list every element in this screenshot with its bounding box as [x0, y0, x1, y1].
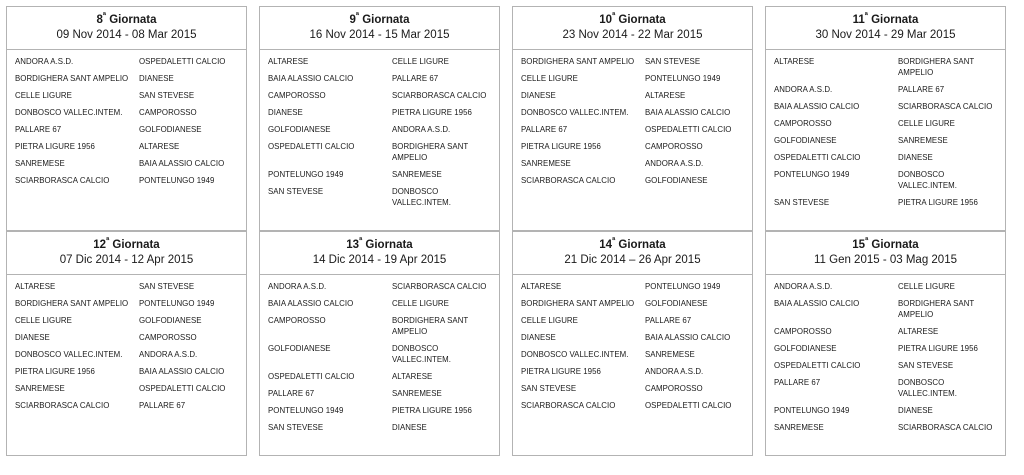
home-team: SAN STEVESE [268, 187, 324, 196]
away-team: OSPEDALETTI CALCIO [139, 57, 226, 66]
home-team: OSPEDALETTI CALCIO [774, 361, 861, 370]
away-team: ANDORA A.S.D. [392, 125, 451, 134]
matchday-dates: 30 Nov 2014 - 29 Mar 2015 [815, 29, 956, 41]
home-team: PONTELUNGO 1949 [268, 170, 344, 179]
fixture-row [7, 400, 246, 411]
away-team: ALTARESE [645, 91, 686, 100]
fixture-row [7, 73, 246, 84]
matchday-dates: 16 Nov 2014 - 15 Mar 2015 [309, 29, 450, 41]
home-team: PONTELUNGO 1949 [268, 406, 344, 415]
fixture-row [513, 349, 752, 360]
matchday-number: 14 [599, 239, 613, 251]
home-team: SAN STEVESE [521, 384, 577, 393]
away-team: PIETRA LIGURE 1956 [392, 108, 472, 117]
away-team: ALTARESE [139, 142, 180, 151]
away-team: CAMPOROSSO [645, 384, 703, 393]
fixture-row [260, 169, 499, 180]
matchday-header [513, 232, 752, 275]
away-team: ANDORA A.S.D. [139, 350, 198, 359]
home-team: DIANESE [15, 333, 50, 342]
fixture-row [260, 107, 499, 118]
matchday-word: Giornata [112, 239, 160, 251]
away-team: DONBOSCO VALLEC.INTEM. [392, 344, 452, 364]
away-team: GOLFODIANESE [139, 125, 202, 134]
ordinal-suffix: ª [359, 235, 363, 246]
matchday-title [264, 10, 495, 28]
home-team: SCIARBORASCA CALCIO [15, 176, 110, 185]
home-team: BORDIGHERA SANT AMPELIO [15, 74, 129, 83]
away-team: BORDIGHERA SANT AMPELIO [392, 142, 469, 162]
matchday-number: 12 [93, 239, 107, 251]
matchday-card [6, 6, 247, 231]
ordinal-suffix: ª [865, 235, 869, 246]
home-team: CELLE LIGURE [15, 316, 72, 325]
matchday-header [7, 7, 246, 50]
fixture-row [7, 175, 246, 186]
home-team: DONBOSCO VALLEC.INTEM. [15, 350, 123, 359]
fixture-row [260, 141, 499, 163]
away-team: GOLFODIANESE [645, 176, 708, 185]
fixture-row [766, 298, 1005, 320]
matchday-word: Giornata [109, 14, 157, 26]
matchday-header [766, 7, 1005, 50]
fixture-row [513, 158, 752, 169]
matchday-word: Giornata [618, 239, 666, 251]
fixture-row [766, 360, 1005, 371]
away-team: SCIARBORASCA CALCIO [392, 91, 487, 100]
home-team: SCIARBORASCA CALCIO [15, 401, 110, 410]
away-team: PALLARE 67 [392, 74, 439, 83]
home-team: GOLFODIANESE [268, 125, 331, 134]
fixture-row [260, 281, 499, 292]
fixture-row [7, 298, 246, 309]
ordinal-suffix: ª [612, 10, 616, 21]
ordinal-suffix: ª [355, 10, 360, 21]
fixture-row [766, 135, 1005, 146]
fixture-row [766, 118, 1005, 129]
fixture-row [766, 422, 1005, 433]
matchday-number: 8 [96, 14, 103, 26]
home-team: CELLE LIGURE [521, 74, 578, 83]
fixture-row [766, 152, 1005, 163]
matchday-header [260, 7, 499, 50]
away-team: PALLARE 67 [898, 85, 945, 94]
fixture-row [766, 326, 1005, 337]
away-team: GOLFODIANESE [139, 316, 202, 325]
fixture-row [766, 56, 1005, 78]
fixture-row [260, 73, 499, 84]
away-team: ALTARESE [392, 372, 433, 381]
away-team: PIETRA LIGURE 1956 [898, 198, 978, 207]
home-team: DONBOSCO VALLEC.INTEM. [521, 108, 629, 117]
home-team: OSPEDALETTI CALCIO [268, 142, 355, 151]
home-team: PALLARE 67 [521, 125, 568, 134]
home-team: PALLARE 67 [774, 378, 821, 387]
fixture-row [7, 56, 246, 67]
away-team: DONBOSCO VALLEC.INTEM. [898, 170, 958, 190]
away-team: PONTELUNGO 1949 [645, 74, 721, 83]
home-team: BAIA ALASSIO CALCIO [774, 299, 860, 308]
fixture-row [766, 84, 1005, 95]
matchday-title [517, 10, 748, 28]
fixture-row [513, 281, 752, 292]
fixture-list [766, 275, 1005, 455]
away-team: CELLE LIGURE [392, 57, 449, 66]
home-team: SANREMESE [774, 423, 824, 432]
matchday-card [765, 231, 1006, 456]
home-team: SAN STEVESE [268, 423, 324, 432]
home-team: ANDORA A.S.D. [774, 85, 833, 94]
home-team: CAMPOROSSO [774, 327, 832, 336]
fixture-row [513, 332, 752, 343]
away-team: PONTELUNGO 1949 [139, 299, 215, 308]
matchday-dates: 07 Dic 2014 - 12 Apr 2015 [59, 254, 194, 266]
fixture-list [260, 275, 499, 455]
fixture-row [7, 315, 246, 326]
away-team: SANREMESE [392, 170, 442, 179]
home-team: CAMPOROSSO [268, 91, 326, 100]
matchday-header [766, 232, 1005, 275]
away-team: SAN STEVESE [645, 57, 701, 66]
fixture-row [513, 107, 752, 118]
home-team: PIETRA LIGURE 1956 [521, 367, 601, 376]
matchday-word: Giornata [871, 14, 919, 26]
fixture-row [260, 315, 499, 337]
matchday-title [770, 10, 1001, 28]
home-team: PIETRA LIGURE 1956 [15, 142, 95, 151]
matchday-title [11, 235, 242, 253]
matchday-card [765, 6, 1006, 231]
home-team: BAIA ALASSIO CALCIO [774, 102, 860, 111]
home-team: GOLFODIANESE [774, 136, 837, 145]
fixture-row [260, 90, 499, 101]
fixture-list [513, 275, 752, 455]
matchday-card [259, 6, 500, 231]
fixture-row [513, 366, 752, 377]
fixture-row [260, 56, 499, 67]
matchday-word: Giornata [362, 14, 410, 26]
fixture-row [260, 405, 499, 416]
away-team: CELLE LIGURE [392, 299, 449, 308]
home-team: GOLFODIANESE [774, 344, 837, 353]
away-team: DONBOSCO VALLEC.INTEM. [392, 187, 452, 207]
away-team: GOLFODIANESE [645, 299, 708, 308]
matchday-number: 15 [852, 239, 866, 251]
fixture-row [766, 405, 1005, 416]
matchday-title [770, 235, 1001, 253]
ordinal-suffix: ª [864, 10, 868, 21]
away-team: CAMPOROSSO [645, 142, 703, 151]
matchday-dates: 23 Nov 2014 - 22 Mar 2015 [562, 29, 703, 41]
fixture-row [7, 281, 246, 292]
home-team: PALLARE 67 [15, 125, 62, 134]
home-team: PALLARE 67 [268, 389, 315, 398]
matchday-card [6, 231, 247, 456]
fixture-row [260, 343, 499, 365]
home-team: OSPEDALETTI CALCIO [774, 153, 861, 162]
home-team: CAMPOROSSO [774, 119, 832, 128]
fixture-row [766, 197, 1005, 208]
fixture-row [513, 141, 752, 152]
away-team: BAIA ALASSIO CALCIO [645, 333, 731, 342]
home-team: ANDORA A.S.D. [268, 282, 327, 291]
fixture-row [7, 107, 246, 118]
home-team: PONTELUNGO 1949 [774, 170, 850, 179]
away-team: OSPEDALETTI CALCIO [645, 125, 732, 134]
fixture-row [513, 383, 752, 394]
home-team: SCIARBORASCA CALCIO [521, 176, 616, 185]
matchday-title [264, 235, 495, 253]
home-team: PIETRA LIGURE 1956 [15, 367, 95, 376]
fixture-row [7, 158, 246, 169]
away-team: BORDIGHERA SANT AMPELIO [898, 299, 975, 319]
home-team: BORDIGHERA SANT AMPELIO [521, 57, 635, 66]
away-team: SCIARBORASCA CALCIO [898, 102, 993, 111]
ordinal-suffix: ª [612, 235, 616, 246]
home-team: ANDORA A.S.D. [774, 282, 833, 291]
home-team: DONBOSCO VALLEC.INTEM. [15, 108, 123, 117]
home-team: SAN STEVESE [774, 198, 830, 207]
away-team: PONTELUNGO 1949 [645, 282, 721, 291]
away-team: SCIARBORASCA CALCIO [898, 423, 993, 432]
away-team: SAN STEVESE [139, 91, 195, 100]
fixture-row [260, 186, 499, 208]
fixture-list [7, 275, 246, 455]
away-team: CELLE LIGURE [898, 119, 955, 128]
matchday-dates: 09 Nov 2014 - 08 Mar 2015 [56, 29, 197, 41]
matchday-card [259, 231, 500, 456]
away-team: CELLE LIGURE [898, 282, 955, 291]
home-team: DIANESE [268, 108, 303, 117]
away-team: BAIA ALASSIO CALCIO [139, 159, 225, 168]
home-team: BAIA ALASSIO CALCIO [268, 74, 354, 83]
fixture-list [513, 50, 752, 230]
away-team: BORDIGHERA SANT AMPELIO [392, 316, 469, 336]
matchday-dates: 11 Gen 2015 - 03 Mag 2015 [813, 254, 957, 266]
fixture-row [766, 343, 1005, 354]
away-team: DONBOSCO VALLEC.INTEM. [898, 378, 958, 398]
away-team: SANREMESE [898, 136, 948, 145]
home-team: CAMPOROSSO [268, 316, 326, 325]
away-team: PIETRA LIGURE 1956 [392, 406, 472, 415]
away-team: PALLARE 67 [139, 401, 186, 410]
away-team: OSPEDALETTI CALCIO [139, 384, 226, 393]
matchday-number: 13 [346, 239, 360, 251]
fixture-row [766, 169, 1005, 191]
matchday-title [11, 10, 242, 28]
away-team: SCIARBORASCA CALCIO [392, 282, 487, 291]
home-team: PONTELUNGO 1949 [774, 406, 850, 415]
fixture-row [513, 73, 752, 84]
home-team: ALTARESE [521, 282, 562, 291]
away-team: BAIA ALASSIO CALCIO [139, 367, 225, 376]
away-team: DIANESE [898, 406, 933, 415]
away-team: CAMPOROSSO [139, 108, 197, 117]
home-team: OSPEDALETTI CALCIO [268, 372, 355, 381]
away-team: ALTARESE [898, 327, 939, 336]
home-team: BORDIGHERA SANT AMPELIO [521, 299, 635, 308]
away-team: DIANESE [898, 153, 933, 162]
fixture-row [766, 101, 1005, 112]
fixture-row [513, 400, 752, 411]
fixture-row [7, 349, 246, 360]
home-team: SANREMESE [521, 159, 571, 168]
fixture-row [7, 383, 246, 394]
fixture-row [7, 332, 246, 343]
fixture-row [513, 56, 752, 67]
away-team: ANDORA A.S.D. [645, 159, 704, 168]
home-team: DIANESE [521, 333, 556, 342]
home-team: PIETRA LIGURE 1956 [521, 142, 601, 151]
away-team: DIANESE [139, 74, 174, 83]
fixture-row [513, 124, 752, 135]
home-team: DONBOSCO VALLEC.INTEM. [521, 350, 629, 359]
matchday-number: 11 [852, 14, 865, 26]
fixture-row [260, 388, 499, 399]
fixture-row [7, 141, 246, 152]
fixture-row [513, 315, 752, 326]
away-team: ANDORA A.S.D. [645, 367, 704, 376]
home-team: ALTARESE [268, 57, 309, 66]
matchday-dates: 14 Dic 2014 - 19 Apr 2015 [312, 254, 447, 266]
away-team: SANREMESE [392, 389, 442, 398]
home-team: CELLE LIGURE [521, 316, 578, 325]
away-team: SAN STEVESE [898, 361, 954, 370]
matchday-word: Giornata [618, 14, 666, 26]
fixture-row [7, 90, 246, 101]
fixture-row [260, 371, 499, 382]
home-team: CELLE LIGURE [15, 91, 72, 100]
home-team: ALTARESE [774, 57, 815, 66]
away-team: PALLARE 67 [645, 316, 692, 325]
fixture-row [260, 422, 499, 433]
fixture-list [260, 50, 499, 230]
home-team: DIANESE [521, 91, 556, 100]
matchday-card [512, 6, 753, 231]
fixture-row [7, 124, 246, 135]
matchday-header [260, 232, 499, 275]
away-team: PIETRA LIGURE 1956 [898, 344, 978, 353]
matchday-word: Giornata [365, 239, 413, 251]
fixture-list [766, 50, 1005, 230]
fixture-list [7, 50, 246, 230]
matchday-title [517, 235, 748, 253]
fixture-row [766, 281, 1005, 292]
away-team: SANREMESE [645, 350, 695, 359]
away-team: BORDIGHERA SANT AMPELIO [898, 57, 975, 77]
matchday-card [512, 231, 753, 456]
fixture-row [513, 90, 752, 101]
matchday-word: Giornata [871, 239, 919, 251]
away-team: PONTELUNGO 1949 [139, 176, 215, 185]
fixture-row [7, 366, 246, 377]
ordinal-suffix: ª [106, 235, 110, 246]
ordinal-suffix: ª [102, 10, 107, 21]
home-team: BAIA ALASSIO CALCIO [268, 299, 354, 308]
matchday-header [7, 232, 246, 275]
fixture-row [260, 298, 499, 309]
away-team: DIANESE [392, 423, 427, 432]
fixture-row [260, 124, 499, 135]
home-team: BORDIGHERA SANT AMPELIO [15, 299, 129, 308]
matchday-header [513, 7, 752, 50]
away-team: SAN STEVESE [139, 282, 195, 291]
home-team: ALTARESE [15, 282, 56, 291]
home-team: GOLFODIANESE [268, 344, 331, 353]
fixture-row [766, 377, 1005, 399]
matchday-number: 10 [599, 14, 613, 26]
home-team: SANREMESE [15, 384, 65, 393]
matchday-number: 9 [349, 14, 356, 26]
fixture-row [513, 175, 752, 186]
home-team: ANDORA A.S.D. [15, 57, 74, 66]
away-team: CAMPOROSSO [139, 333, 197, 342]
home-team: SANREMESE [15, 159, 65, 168]
matchday-dates: 21 Dic 2014 – 26 Apr 2015 [564, 254, 701, 266]
away-team: OSPEDALETTI CALCIO [645, 401, 732, 410]
home-team: SCIARBORASCA CALCIO [521, 401, 616, 410]
fixture-row [513, 298, 752, 309]
away-team: BAIA ALASSIO CALCIO [645, 108, 731, 117]
